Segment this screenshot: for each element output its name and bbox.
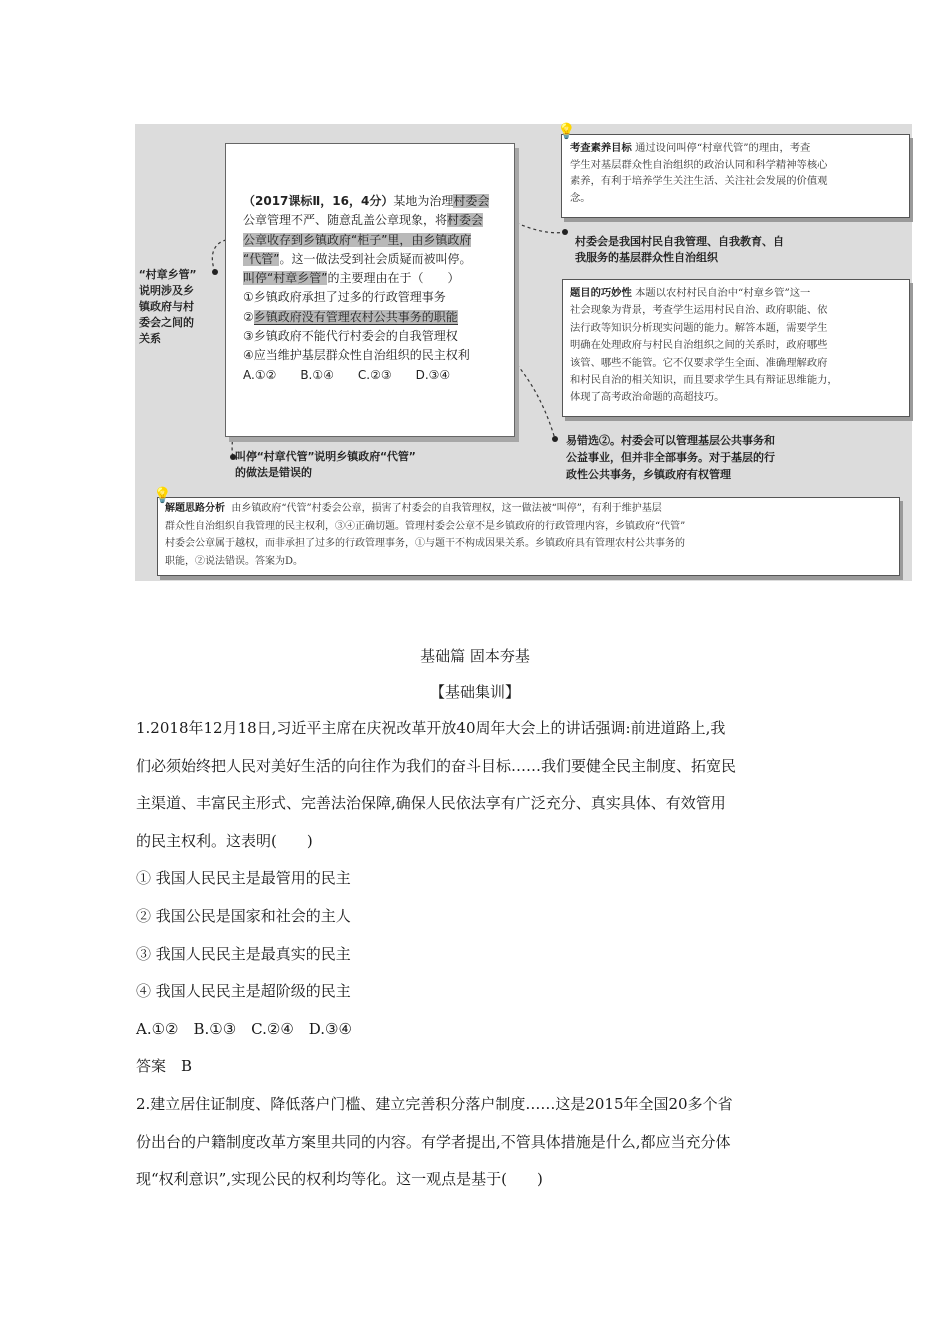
text-line: 和村民自治的相关知识，而且要求学生具有辩证思维能力， [570,374,838,387]
error-note [566,432,906,483]
clever-text [570,285,905,407]
q1-choices: A.①② B.①③ C.②④ D.③④ [136,1019,352,1038]
analysis-title: 解题思路分析 [165,503,225,514]
text-line: 念。 [570,191,591,204]
note-line: “村章乡管” [139,268,197,281]
question-line: 公章管理不严、随意乱盖公章现象，将 [243,213,448,228]
question-source: （2017课标Ⅱ，16，4分） [243,194,394,208]
q1-option: ② 我国公民是国家和社会的主人 [136,906,351,925]
bottom-note [235,449,535,481]
note-line: 镇政府与村 [139,300,194,313]
question-line: 某地为治理 [393,194,454,208]
note-line: 关系 [139,332,161,345]
note-line: 委会之间的 [139,316,194,329]
q1-line: 主渠道、丰富民主形式、完善法治保障,确保人民依法享有广泛充分、真实具体、有效管用 [136,794,726,813]
question-line: 。这一做法受到社会质疑而被叫停。 [279,251,472,266]
highlight: 村委会 [453,194,490,208]
text-line: 职能，②说法错误。答案为D。 [165,555,304,567]
q1-line: 1.2018年12月18日,习近平主席在庆祝改革开放40周年大会上的讲话强调:前进道路上,我 [136,719,726,737]
question-line: 的主要理由在于（ ） [327,271,460,286]
left-note [139,267,229,347]
village-note [575,234,905,266]
note-line: 我服务的基层群众性自治组织 [575,251,718,264]
text-line: 本题以农村村民自治中“村章乡管”这一 [635,287,811,299]
option-1: ①乡镇政府承担了过多的行政管理事务 [243,290,446,305]
text-line: 村委会公章属于越权，而非承担了过多的行政管理事务，①与题干不构成因果关系。乡镇政府具有管理农村公共事务的 [165,538,685,549]
note-line: 村委会是我国村民自我管理、自我教育、自 [575,235,784,248]
note-line: 的做法是错误的 [235,466,312,479]
option-2-number: ② [243,309,254,324]
q1-option: ③ 我国人民民主是最真实的民主 [136,944,351,963]
question-1 [136,710,816,1199]
note-line: 公益事业，但并非全部事务。对于基层的行 [566,451,775,464]
note-line: 说明涉及乡 [139,284,194,297]
q1-line: 们必须始终把人民对美好生活的向往作为我们的奋斗目标……我们要健全民主制度、拓宽民 [136,756,737,775]
note-line: 易错选②。村委会可以管理基层公共事务和 [566,434,775,447]
text-line: 明确在处理政府与村民自治组织之间的关系时，政府哪些 [570,339,828,352]
highlight: 村委会 [447,213,484,228]
text-line: 通过设问叫停“村章代管”的理由，考查 [635,142,811,154]
text-line: 社会现象为背景，考查学生运用村民自治、政府职能、依 [570,304,828,317]
highlight: 乡镇政府没有管理农村公共事务的职能 [253,309,458,324]
option-3: ③乡镇政府不能代行村委会的自我管理权 [243,329,458,344]
q2-line: 现“权利意识”,实现公民的权利均等化。这一观点是基于( ) [136,1170,543,1189]
question-text [243,192,511,385]
text-line: 由乡镇政府“代管”村委会公章，损害了村委会的自我管理权，这一做法被“叫停”，有利于维护基层 [231,503,662,514]
lightbulb-icon: 💡 [557,122,576,140]
q1-line: 的民主权利。这表明( ) [136,831,313,850]
text-line: 素养，有利于培养学生关注生活、关注社会发展的价值观 [570,175,828,187]
highlight: 公章收存到乡镇政府“柜子”里，由乡镇政府 [243,232,472,247]
option-4: ④应当维护基层群众性自治组织的民主权利 [243,348,470,363]
text-line: 该管、哪些不能管。它不仅要求学生全面、准确理解政府 [570,356,828,369]
highlight: “代管” [243,251,280,266]
highlight: 叫停“村章乡管” [243,271,328,286]
literacy-title: 考查素养目标 [570,142,632,154]
section-title: 基础篇 固本夯基 [420,647,530,665]
analysis-text [165,500,895,570]
q1-option: ① 我国人民民主是最管用的民主 [136,869,351,888]
q2-line: 份出台的户籍制度改革方案里共同的内容。有学者提出,不管具体措施是什么,都应当充分体 [136,1132,731,1151]
subsection-title: 【基础集训】 [429,683,520,701]
choices: A.①② B.①④ C.②③ D.③④ [243,367,451,382]
lightbulb-icon: 💡 [153,486,172,504]
text-line: 体现了高考政治命题的高超技巧。 [570,391,725,404]
literacy-text [570,140,905,206]
clever-title: 题目的巧妙性 [570,287,632,299]
note-line: 叫停“村章代管”说明乡镇政府“代管” [235,450,416,463]
q2-line: 2.建立居住证制度、降低落户门槛、建立完善积分落户制度……这是2015年全国20多个省 [136,1094,733,1113]
note-line: 政性公共事务，乡镇政府有权管理 [566,468,731,481]
q1-answer: 答案 B [136,1057,193,1076]
q1-option: ④ 我国人民民主是超阶级的民主 [136,982,351,1001]
text-line: 学生对基层群众性自治组织的政治认同和科学精神等核心 [570,158,828,171]
text-line: 法行政等知识分析现实问题的能力。解答本题，需要学生 [570,321,828,334]
text-line: 群众性自治组织自我管理的民主权利，③④正确切题。管理村委会公章不是乡镇政府的行政管理内容，乡镇政府“代管” [165,520,686,532]
